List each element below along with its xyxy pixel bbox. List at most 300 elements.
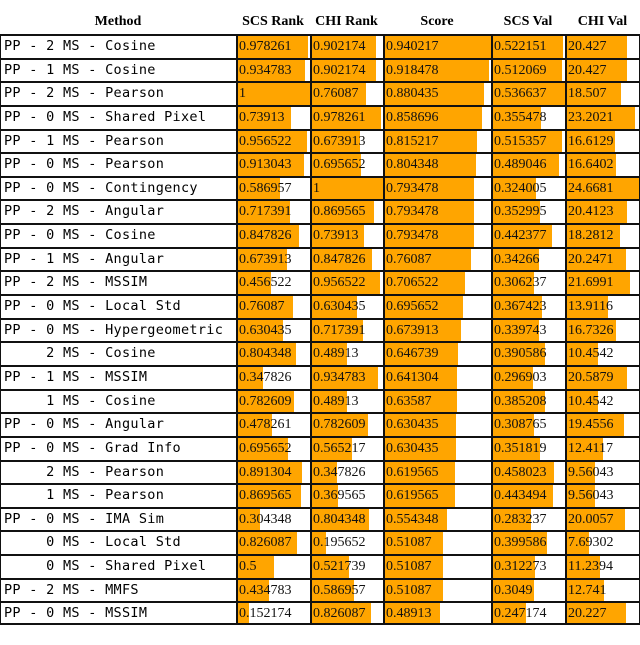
table-row: [0, 530, 640, 554]
scs-rank-cell: [236, 60, 310, 82]
chi-val-value: 16.7326: [568, 322, 614, 338]
score-cell: [383, 154, 491, 176]
chi-rank-cell: [310, 272, 383, 294]
scs-val-value: 0.385208: [494, 393, 547, 409]
chi-rank-cell: [310, 320, 383, 342]
method-cell: PP - 2 MS - Cosine: [0, 36, 236, 58]
score-value: 0.619565: [386, 464, 439, 480]
scs-rank-cell: [236, 296, 310, 318]
method-cell: PP - 0 MS - MSSIM: [0, 603, 236, 623]
scs-rank-cell: [236, 178, 310, 200]
header-scs-rank: SCS Rank: [242, 14, 304, 29]
chi-val-cell: [565, 603, 640, 623]
method-cell: PP - 2 MS - Angular: [0, 201, 236, 223]
chi-rank-cell: [310, 83, 383, 105]
method-cell: 1 MS - Pearson: [0, 485, 236, 507]
chi-val-value: 20.427: [568, 62, 607, 78]
chi-rank-cell: [310, 131, 383, 153]
scs-rank-cell: [236, 83, 310, 105]
chi-val-value: 20.227: [568, 606, 607, 622]
chi-val-cell: [565, 201, 640, 223]
chi-rank-cell: [310, 603, 383, 623]
scs-val-cell: [491, 343, 565, 365]
scs-val-value: 0.522151: [494, 39, 547, 54]
scs-rank-value: 0.434783: [239, 582, 292, 598]
scs-val-cell: [491, 131, 565, 153]
chi-rank-value: 0.804348: [313, 511, 366, 527]
scs-rank-bar: [238, 83, 310, 105]
scs-rank-cell: [236, 107, 310, 129]
scs-val-cell: [491, 60, 565, 82]
scs-rank-cell: [236, 532, 310, 554]
method-cell: PP - 0 MS - Angular: [0, 414, 236, 436]
header-chi-val: CHI Val: [577, 14, 628, 29]
chi-val-cell: [565, 131, 640, 153]
scs-rank-value: 0.978261: [239, 39, 292, 54]
scs-rank-cell: [236, 414, 310, 436]
scs-val-cell: [491, 272, 565, 294]
scs-val-cell: [491, 107, 565, 129]
score-cell: [383, 580, 491, 602]
scs-val-value: 0.308765: [494, 417, 547, 433]
table-row: [0, 34, 640, 58]
chi-val-value: 7.69302: [568, 535, 614, 551]
score-cell: [383, 225, 491, 247]
chi-rank-cell: [310, 154, 383, 176]
scs-rank-cell: [236, 320, 310, 342]
method-cell: PP - 0 MS - Local Std: [0, 296, 236, 318]
scs-rank-value: 1: [239, 86, 246, 102]
scs-val-cell: [491, 367, 565, 389]
chi-val-cell: [565, 462, 640, 484]
scs-val-value: 0.3049: [494, 582, 533, 598]
score-cell: [383, 201, 491, 223]
score-value: 0.51087: [386, 582, 432, 598]
chi-val-cell: [565, 83, 640, 105]
score-value: 0.646739: [386, 346, 439, 362]
chi-rank-cell: [310, 391, 383, 413]
chi-val-value: 20.427: [568, 39, 607, 54]
table-row: [0, 460, 640, 484]
table-row: [0, 412, 640, 436]
score-cell: [383, 462, 491, 484]
table-row: [0, 105, 640, 129]
score-cell: [383, 485, 491, 507]
chi-rank-cell: [310, 36, 383, 58]
method-cell: 2 MS - Cosine: [0, 343, 236, 365]
chi-val-cell: [565, 343, 640, 365]
scs-rank-value: 0.869565: [239, 488, 292, 504]
method-cell: 2 MS - Pearson: [0, 462, 236, 484]
chi-val-value: 9.56043: [568, 464, 614, 480]
scs-val-value: 0.34266: [494, 251, 540, 267]
chi-rank-cell: [310, 201, 383, 223]
header-scs-val: SCS Val: [503, 14, 553, 29]
scs-val-cell: [491, 603, 565, 623]
table-row: [0, 270, 640, 294]
scs-rank-cell: [236, 225, 310, 247]
chi-val-cell: [565, 60, 640, 82]
chi-val-cell: [565, 414, 640, 436]
scs-rank-value: 0.695652: [239, 440, 292, 456]
chi-val-value: 23.2021: [568, 109, 614, 125]
chi-rank-value: 0.902174: [313, 62, 366, 78]
scs-val-value: 0.458023: [494, 464, 547, 480]
chi-rank-cell: [310, 343, 383, 365]
chi-rank-value: 1: [313, 180, 320, 196]
scs-rank-value: 0.891304: [239, 464, 292, 480]
chi-rank-value: 0.195652: [313, 535, 366, 551]
chi-val-cell: [565, 532, 640, 554]
scs-val-cell: [491, 391, 565, 413]
chi-val-value: 20.2471: [568, 251, 614, 267]
score-value: 0.630435: [386, 417, 439, 433]
scs-val-value: 0.515357: [494, 133, 547, 149]
scs-val-value: 0.339743: [494, 322, 547, 338]
method-cell: PP - 0 MS - Cosine: [0, 225, 236, 247]
score-value: 0.695652: [386, 299, 439, 315]
chi-rank-cell: [310, 509, 383, 531]
chi-val-cell: [565, 391, 640, 413]
score-cell: [383, 556, 491, 578]
scs-val-value: 0.296903: [494, 369, 547, 385]
score-cell: [383, 36, 491, 58]
method-cell: PP - 1 MS - MSSIM: [0, 367, 236, 389]
table-row: [0, 507, 640, 531]
scs-rank-cell: [236, 438, 310, 460]
chi-val-cell: [565, 367, 640, 389]
header-method: Method: [94, 14, 142, 29]
scs-rank-cell: [236, 391, 310, 413]
chi-rank-cell: [310, 580, 383, 602]
chi-val-value: 10.4542: [568, 393, 614, 409]
scs-val-value: 0.351819: [494, 440, 547, 456]
scs-val-cell: [491, 296, 565, 318]
chi-rank-value: 0.347826: [313, 464, 366, 480]
scs-rank-cell: [236, 509, 310, 531]
scs-val-cell: [491, 320, 565, 342]
method-cell: PP - 1 MS - Angular: [0, 249, 236, 271]
score-cell: [383, 320, 491, 342]
score-value: 0.63587: [386, 393, 432, 409]
scs-rank-cell: [236, 367, 310, 389]
chi-val-value: 11.2394: [568, 559, 613, 575]
chi-rank-value: 0.76087: [313, 86, 359, 102]
scs-rank-cell: [236, 36, 310, 58]
method-cell: PP - 2 MS - Pearson: [0, 83, 236, 105]
chi-val-cell: [565, 154, 640, 176]
method-cell: PP - 2 MS - MSSIM: [0, 272, 236, 294]
method-cell: PP - 1 MS - Pearson: [0, 131, 236, 153]
chi-val-value: 16.6402: [568, 157, 614, 173]
chi-val-cell: [565, 107, 640, 129]
chi-val-value: 10.4542: [568, 346, 614, 362]
chi-val-cell: [565, 509, 640, 531]
score-cell: [383, 131, 491, 153]
scs-rank-value: 0.717391: [239, 204, 292, 220]
chi-val-cell: [565, 438, 640, 460]
table-row: [0, 152, 640, 176]
score-value: 0.641304: [386, 369, 439, 385]
scs-val-value: 0.355478: [494, 109, 547, 125]
method-cell: PP - 0 MS - Hypergeometric: [0, 320, 236, 342]
scs-rank-value: 0.956522: [239, 133, 292, 149]
scs-rank-value: 0.5: [239, 559, 257, 575]
table-row: [0, 294, 640, 318]
score-value: 0.793478: [386, 180, 439, 196]
table-row: [0, 483, 640, 507]
scs-rank-value: 0.913043: [239, 157, 292, 173]
scs-val-cell: [491, 580, 565, 602]
chi-val-cell: [565, 272, 640, 294]
table-row: [0, 58, 640, 82]
score-value: 0.793478: [386, 204, 439, 220]
score-cell: [383, 391, 491, 413]
chi-val-value: 20.0057: [568, 511, 614, 527]
score-value: 0.706522: [386, 275, 439, 291]
scs-val-cell: [491, 414, 565, 436]
chi-rank-cell: [310, 556, 383, 578]
chi-rank-value: 0.717391: [313, 322, 366, 338]
table-row: [0, 81, 640, 105]
scs-rank-value: 0.152174: [239, 606, 292, 622]
table-row: [0, 129, 640, 153]
chi-rank-cell: [310, 462, 383, 484]
score-cell: [383, 83, 491, 105]
chi-val-cell: [565, 485, 640, 507]
scs-val-cell: [491, 462, 565, 484]
scs-val-value: 0.312273: [494, 559, 547, 575]
chi-rank-cell: [310, 249, 383, 271]
scs-val-value: 0.390586: [494, 346, 547, 362]
scs-val-cell: [491, 485, 565, 507]
scs-val-value: 0.443494: [494, 488, 547, 504]
scs-val-cell: [491, 154, 565, 176]
scs-val-cell: [491, 509, 565, 531]
table-body: [0, 34, 640, 625]
chi-val-cell: [565, 225, 640, 247]
scs-rank-cell: [236, 556, 310, 578]
scs-rank-cell: [236, 580, 310, 602]
scs-rank-value: 0.826087: [239, 535, 292, 551]
chi-val-value: 13.9116: [568, 299, 613, 315]
chi-val-cell: [565, 556, 640, 578]
table-row: [0, 247, 640, 271]
method-cell: PP - 0 MS - Contingency: [0, 178, 236, 200]
chi-rank-cell: [310, 414, 383, 436]
chi-val-value: 20.4123: [568, 204, 614, 220]
score-value: 0.940217: [386, 39, 439, 54]
chi-val-value: 24.6681: [568, 180, 614, 196]
score-cell: [383, 178, 491, 200]
scs-val-value: 0.306237: [494, 275, 547, 291]
scs-rank-cell: [236, 272, 310, 294]
score-value: 0.815217: [386, 133, 439, 149]
score-cell: [383, 438, 491, 460]
scs-val-value: 0.512069: [494, 62, 547, 78]
scs-val-value: 0.283237: [494, 511, 547, 527]
score-value: 0.554348: [386, 511, 439, 527]
scs-rank-cell: [236, 201, 310, 223]
chi-rank-cell: [310, 178, 383, 200]
score-value: 0.858696: [386, 109, 439, 125]
scs-val-value: 0.352995: [494, 204, 547, 220]
scs-rank-value: 0.456522: [239, 275, 292, 291]
results-table: [0, 10, 640, 625]
chi-val-value: 20.5879: [568, 369, 614, 385]
chi-val-value: 18.507: [568, 86, 607, 102]
chi-rank-value: 0.847826: [313, 251, 366, 267]
chi-rank-value: 0.48913: [313, 346, 359, 362]
scs-rank-value: 0.673913: [239, 251, 292, 267]
score-cell: [383, 249, 491, 271]
scs-rank-value: 0.304348: [239, 511, 292, 527]
chi-val-cell: [565, 249, 640, 271]
score-value: 0.793478: [386, 228, 439, 244]
score-cell: [383, 107, 491, 129]
method-cell: PP - 1 MS - Cosine: [0, 60, 236, 82]
scs-rank-value: 0.76087: [239, 299, 285, 315]
scs-rank-cell: [236, 603, 310, 623]
scs-val-value: 0.536637: [494, 86, 547, 102]
method-cell: PP - 0 MS - IMA Sim: [0, 509, 236, 531]
scs-val-value: 0.367423: [494, 299, 547, 315]
chi-val-value: 9.56043: [568, 488, 614, 504]
chi-rank-cell: [310, 60, 383, 82]
scs-val-cell: [491, 532, 565, 554]
score-value: 0.918478: [386, 62, 439, 78]
scs-rank-value: 0.782609: [239, 393, 292, 409]
score-cell: [383, 60, 491, 82]
method-cell: 1 MS - Cosine: [0, 391, 236, 413]
scs-rank-value: 0.847826: [239, 228, 292, 244]
scs-val-value: 0.442377: [494, 228, 547, 244]
scs-val-cell: [491, 201, 565, 223]
scs-val-value: 0.247174: [494, 606, 547, 622]
scs-rank-value: 0.347826: [239, 369, 292, 385]
chi-val-value: 12.4117: [568, 440, 613, 456]
chi-rank-value: 0.48913: [313, 393, 359, 409]
method-cell: 0 MS - Shared Pixel: [0, 556, 236, 578]
method-cell: 0 MS - Local Std: [0, 532, 236, 554]
score-value: 0.804348: [386, 157, 439, 173]
table-row: [0, 176, 640, 200]
score-value: 0.51087: [386, 535, 432, 551]
score-value: 0.51087: [386, 559, 432, 575]
scs-val-value: 0.399586: [494, 535, 547, 551]
scs-rank-cell: [236, 343, 310, 365]
scs-rank-cell: [236, 485, 310, 507]
chi-rank-value: 0.369565: [313, 488, 366, 504]
score-cell: [383, 509, 491, 531]
scs-val-cell: [491, 178, 565, 200]
score-cell: [383, 532, 491, 554]
table-row: [0, 389, 640, 413]
method-cell: PP - 0 MS - Shared Pixel: [0, 107, 236, 129]
chi-rank-value: 0.902174: [313, 39, 366, 54]
table-row: [0, 436, 640, 460]
score-value: 0.48913: [386, 606, 432, 622]
scs-val-cell: [491, 36, 565, 58]
scs-val-cell: [491, 438, 565, 460]
score-value: 0.630435: [386, 440, 439, 456]
chi-rank-value: 0.934783: [313, 369, 366, 385]
scs-rank-cell: [236, 249, 310, 271]
table-row: [0, 554, 640, 578]
score-cell: [383, 414, 491, 436]
table-row: [0, 223, 640, 247]
chi-val-value: 21.6991: [568, 275, 614, 291]
chi-rank-cell: [310, 225, 383, 247]
table-row: [0, 199, 640, 223]
chi-val-value: 19.4556: [568, 417, 614, 433]
chi-rank-cell: [310, 438, 383, 460]
header-chi-rank: CHI Rank: [315, 14, 378, 29]
chi-rank-value: 0.956522: [313, 275, 366, 291]
scs-val-cell: [491, 225, 565, 247]
scs-rank-value: 0.804348: [239, 346, 292, 362]
score-cell: [383, 367, 491, 389]
chi-rank-value: 0.826087: [313, 606, 366, 622]
chi-val-value: 12.741: [568, 582, 607, 598]
table-row: [0, 365, 640, 389]
chi-rank-cell: [310, 532, 383, 554]
scs-rank-value: 0.934783: [239, 62, 292, 78]
scs-val-value: 0.489046: [494, 157, 547, 173]
scs-rank-value: 0.73913: [239, 109, 285, 125]
table-row: [0, 578, 640, 602]
method-cell: PP - 0 MS - Pearson: [0, 154, 236, 176]
score-value: 0.673913: [386, 322, 439, 338]
score-cell: [383, 296, 491, 318]
chi-val-cell: [565, 296, 640, 318]
chi-val-value: 16.6129: [568, 133, 614, 149]
header-score: Score: [420, 14, 454, 29]
chi-rank-cell: [310, 367, 383, 389]
chi-rank-bar: [312, 178, 383, 200]
scs-val-value: 0.324005: [494, 180, 547, 196]
score-value: 0.76087: [386, 251, 432, 267]
table-row: [0, 318, 640, 342]
chi-rank-value: 0.521739: [313, 559, 366, 575]
chi-val-value: 18.2812: [568, 228, 614, 244]
chi-rank-value: 0.586957: [313, 582, 366, 598]
score-value: 0.880435: [386, 86, 439, 102]
score-cell: [383, 343, 491, 365]
table-header: [0, 10, 640, 34]
scs-val-cell: [491, 83, 565, 105]
scs-rank-cell: [236, 131, 310, 153]
table-row: [0, 341, 640, 365]
chi-rank-value: 0.869565: [313, 204, 366, 220]
chi-val-cell: [565, 36, 640, 58]
method-cell: PP - 0 MS - Grad Info: [0, 438, 236, 460]
score-cell: [383, 603, 491, 623]
chi-rank-value: 0.782609: [313, 417, 366, 433]
score-cell: [383, 272, 491, 294]
table-row: [0, 601, 640, 625]
chi-val-cell: [565, 580, 640, 602]
scs-rank-value: 0.586957: [239, 180, 292, 196]
chi-rank-cell: [310, 107, 383, 129]
scs-rank-cell: [236, 154, 310, 176]
scs-rank-cell: [236, 462, 310, 484]
chi-val-cell: [565, 178, 640, 200]
chi-rank-value: 0.73913: [313, 228, 359, 244]
scs-rank-value: 0.478261: [239, 417, 292, 433]
chi-rank-value: 0.695652: [313, 157, 366, 173]
chi-rank-value: 0.630435: [313, 299, 366, 315]
